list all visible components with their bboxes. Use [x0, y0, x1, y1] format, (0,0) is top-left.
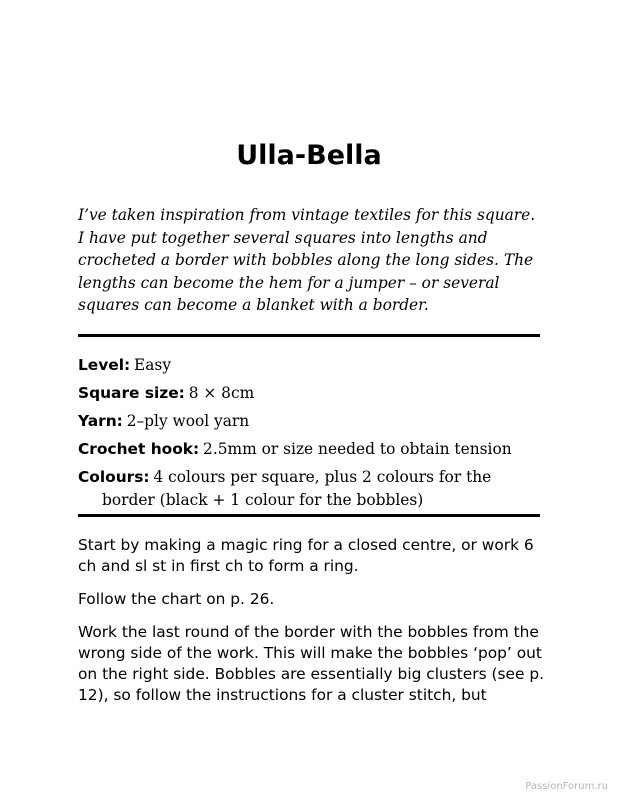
spec-colours-label: Colours: — [78, 468, 150, 486]
spec-crochet-hook-value: 2.5mm or size needed to obtain tension — [203, 440, 512, 458]
spec-level-value: Easy — [134, 356, 172, 374]
spec-colours — [78, 466, 548, 512]
spec-level-label: Level: — [78, 356, 131, 374]
spec-yarn — [78, 410, 548, 433]
spec-colours-value: 4 colours per square, plus 2 colours for the border (black + 1 colour for the bobbles) — [102, 468, 492, 509]
spec-square-size-value: 8 × 8cm — [188, 384, 255, 402]
divider-bottom — [78, 514, 540, 517]
spec-square-size — [78, 382, 548, 405]
spec-yarn-value: 2–ply wool yarn — [126, 412, 250, 430]
watermark: PassionForum.ru — [525, 781, 608, 792]
instruction-paragraph-1: Start by making a magic ring for a closed centre, or work 6 ch and sl st in first ch to form a ring. — [78, 536, 534, 575]
spec-level — [78, 354, 548, 377]
pattern-specs — [78, 354, 548, 517]
instructions-body — [78, 535, 548, 718]
spec-crochet-hook — [78, 438, 548, 461]
spec-square-size-label: Square size: — [78, 384, 185, 402]
instruction-paragraph-3: Work the last round of the border with the bobbles from the wrong side of the work. This will make the bobbles ‘pop’ out on the right side. Bobbles are essentially big clusters (see p. 12), so follow the instructions for a cluster stitch, but — [78, 623, 545, 704]
spec-crochet-hook-label: Crochet hook: — [78, 440, 200, 458]
divider-top — [78, 334, 540, 337]
intro-paragraph: I’ve taken inspiration from vintage textiles for this square. I have put together several squares into lengths and crocheted a border with bobbles along the long sides. The lengths can become the hem for a jumper – or several squares can become a blanket with a border. — [78, 206, 536, 314]
instruction-paragraph-2: Follow the chart on p. 26. — [78, 590, 275, 608]
page-title: Ulla-Bella — [236, 140, 382, 171]
spec-yarn-label: Yarn: — [78, 412, 123, 430]
